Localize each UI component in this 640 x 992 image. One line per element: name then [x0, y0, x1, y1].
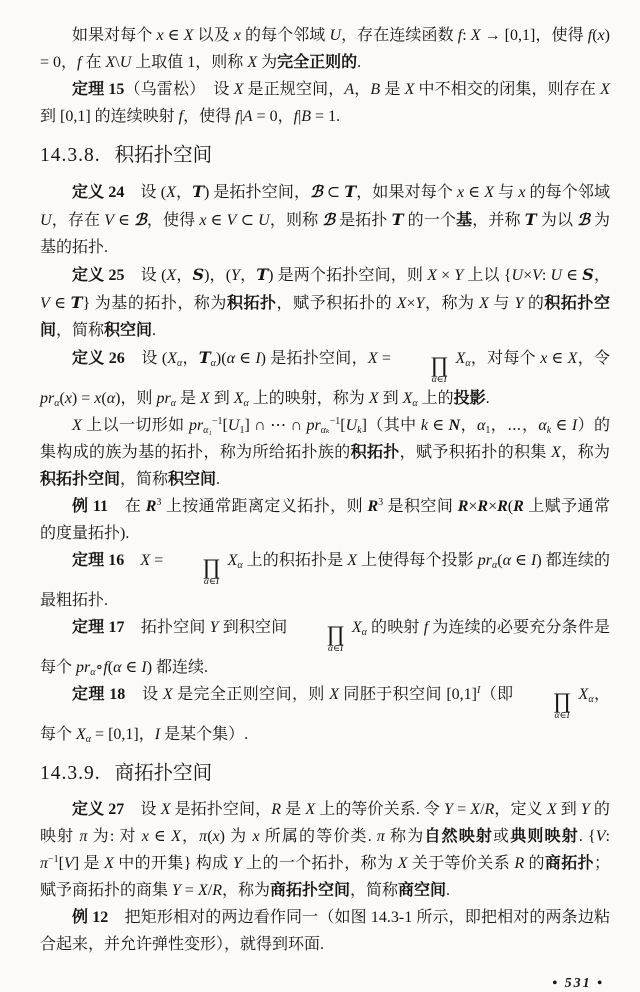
definition-26: 定义 26 设 ($X_\alpha$，$T_\alpha)(\alpha$ ∈ I) 是拓扑空间，X = ∏ α∈I $X_\alpha$，对每个 x ∈ X，令 $pr_\alpha(x) = x(\alpha)$，则 $pr_\alpha$ 是 X 到 $X_\alpha$ 上的映射，称为 X 到 $X_\alpha$ 上的投影. [40, 348, 610, 409]
product-symbol: ∏ [326, 621, 345, 646]
script-letter: T [344, 182, 357, 201]
product-operator [295, 621, 345, 654]
product-symbol: ∏ [552, 688, 572, 713]
product-operator [398, 352, 449, 385]
product-index: α∈I [431, 375, 447, 385]
section-heading-14-3-8 [40, 143, 610, 169]
section-title: 商拓扑空间 [114, 763, 213, 784]
script-letter: ℬ [310, 182, 323, 201]
script-letter: ℬ [134, 210, 147, 229]
product-index: α∈I [328, 644, 344, 654]
product-symbol: ∏ [430, 352, 449, 377]
script-letter: T [524, 210, 537, 229]
script-letter: T [391, 210, 404, 229]
theorem-16: 定理 16 X = ∏ α∈I $X_\alpha$ 上的积拓扑是 X 上使得每个投影 $pr_\alpha(\alpha$ ∈ I) 都连续的最粗拓扑. [40, 552, 610, 609]
section-title: 积拓扑空间 [114, 145, 213, 166]
product-operator [170, 554, 221, 587]
section-number: 14.3.8. [40, 145, 101, 166]
section-number: 14.3.9. [40, 763, 101, 784]
script-letter: ℬ [577, 210, 590, 229]
theorem-15: 定理 15（乌雷松） 设 X 是正规空间，A，B 是 X 中不相交的闭集，则存在 X 到 [0,1] 的连续映射 f，使得 f|A = 0，f|B = 1. [40, 81, 610, 125]
definition-24: 定义 24 设 (X，T) 是拓扑空间，ℬ ⊂ T，如果对每个 x ∈ X 与 x 的每个邻域 U，存在 V ∈ ℬ，使得 x ∈ V ⊂ U，则称 ℬ 是拓扑 T 的一个基，并称 T 为以 ℬ 为基的拓扑. [40, 182, 610, 256]
product-symbol: ∏ [202, 554, 221, 579]
product-index: α∈I [203, 577, 220, 587]
para-completely-regular: 如果对每个 x ∈ X 以及 x 的每个邻域 U，存在连续函数 f: X → [0,1]，使得 f(x) = 0，f 在 X\U 上取值 1，则称 X 为完全正则的. [40, 27, 610, 71]
theorem-18: 定理 18 设 X 是完全正则空间，则 X 同胚于积空间 $[0,1]^I$（即 ∏ α∈I $X_\alpha$，每个 $X_\alpha = [0,1]$，I 是某个集）. [40, 685, 610, 745]
page-number: • 531 • [552, 976, 604, 991]
script-letter: T [256, 265, 269, 284]
example-11: 例 11 在 $R^3$ 上按通常距离定义拓扑，则 $R^3$ 是积空间 R×R×R(R 上赋予通常的度量拓扑). [40, 497, 610, 542]
para-product-topology-base: X 上以一切形如 $pr_{\alpha_1}^{-1}[U_1]$ ∩ ⋯ ∩ $pr_{\alpha_k}^{-1}[U_k]$（其中 k ∈ N，$\alpha_1$，⋯，$\alpha_k$ ∈ I）的集构成的族为基的拓扑，称为所给拓扑族的积拓扑，赋予积拓扑的积集 X，称为积拓扑空间，简称积空间. [40, 416, 610, 488]
section-heading-14-3-9 [40, 761, 610, 787]
script-letter: S [582, 265, 594, 284]
script-letter: T [70, 293, 83, 312]
product-operator [521, 688, 572, 721]
definition-27: 定义 27 设 X 是拓扑空间，R 是 X 上的等价关系. 令 Y = X/R，定义 X 到 Y 的映射 π 为: 对 x ∈ X，π(x) 为 x 所属的等价类. π 称为自然映射或典则映射. {V: $\pi^{-1}[V]$ 是 X 中的开集} 构成 Y 上的一个拓扑，称为 X 关于等价关系 R 的商拓扑；赋予商拓扑的商集 Y = X/R，称为商拓扑空间，简称商空间. [40, 801, 610, 899]
script-letter: T [192, 182, 204, 201]
example-12: 例 12 把矩形相对的两边看作同一（如图 14.3-1 所示，即把相对的两条边粘合起来，并允许弹性变形），就得到环面. [40, 909, 610, 953]
definition-25: 定义 25 设 (X，S)，(Y，T) 是两个拓扑空间，则 X × Y 上以 {U×V: U ∈ S，V ∈ T} 为基的拓扑，称为积拓扑，赋予积拓扑的 X×Y，称为 X 与 Y 的积拓扑空间，简称积空间. [40, 265, 610, 339]
script-letter: T [198, 348, 211, 367]
product-index: α∈I [554, 711, 570, 721]
script-letter: ℬ [322, 210, 335, 229]
theorem-17: 定理 17 拓扑空间 Y 到积空间 ∏ α∈I $X_\alpha$ 的映射 f 为连续的必要充分条件是每个 $pr_\alpha\circ f(\alpha$ ∈ I) 都连续. [40, 619, 610, 678]
script-letter: S [192, 265, 205, 284]
